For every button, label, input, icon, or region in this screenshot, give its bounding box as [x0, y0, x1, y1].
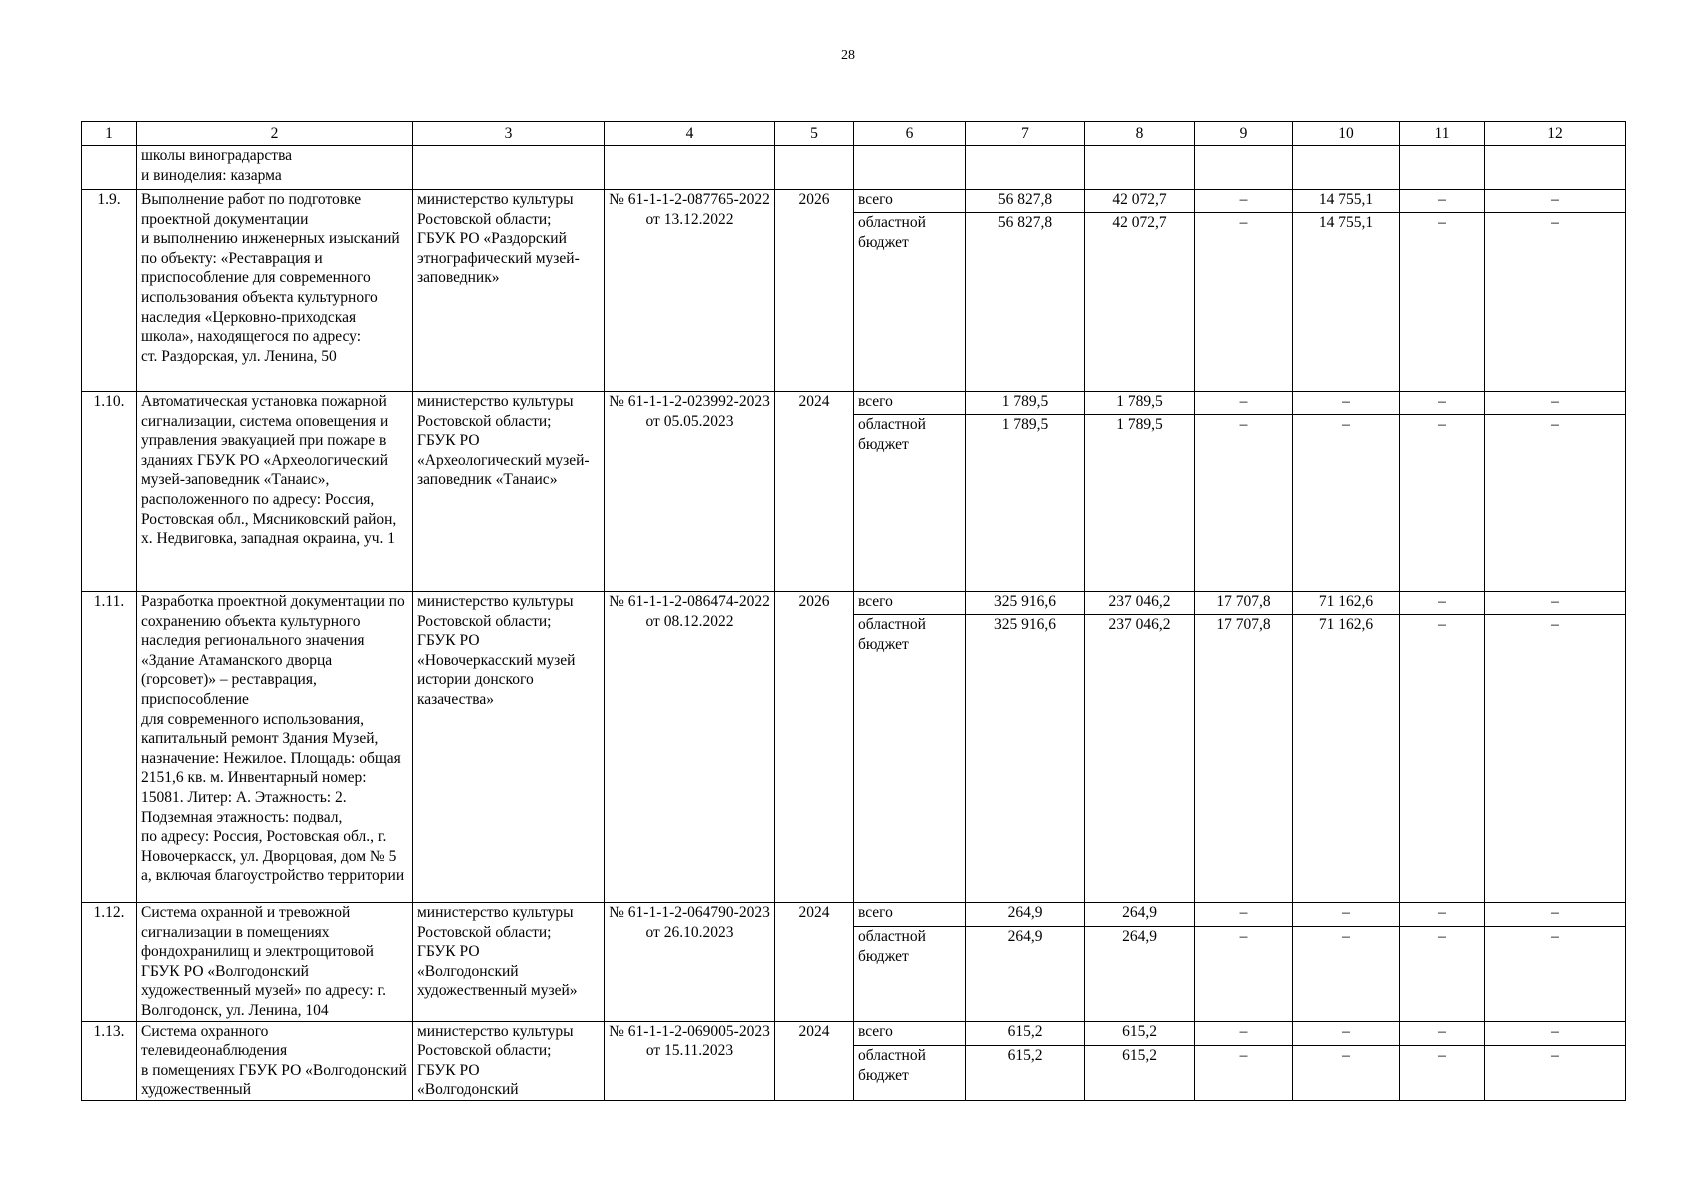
table-row: [82, 392, 1626, 415]
amount-cell: 325 916,6: [966, 615, 1085, 903]
table-row: [82, 1021, 1626, 1046]
item-year: 2026: [775, 592, 854, 903]
item-number: 1.12.: [82, 903, 137, 1022]
item-year: 2024: [775, 1021, 854, 1100]
amount-cell: –: [1485, 615, 1626, 903]
column-number: 9: [1195, 122, 1293, 146]
item-expertise: № 61-1-1-2-087765-2022 от 13.12.2022: [605, 190, 775, 392]
item-expertise: № 61-1-1-2-064790-2023 от 26.10.2023: [605, 903, 775, 1022]
funding-source-label: всего: [854, 1021, 966, 1046]
amount-cell: –: [1293, 927, 1400, 1021]
amount-cell: –: [1195, 415, 1293, 592]
funding-source-label: всего: [854, 190, 966, 213]
item-description: Система охранного телевидеонаблюдения в помещениях ГБУК РО «Волгодонский художественный: [137, 1021, 413, 1100]
item-number: 1.11.: [82, 592, 137, 903]
amount-cell: 264,9: [1085, 903, 1195, 927]
amount-cell: 17 707,8: [1195, 615, 1293, 903]
item-description: Разработка проектной документации по сохранению объекта культурного наследия регионального значения «Здание Атаманского дворца (горсовет)» – реставрация, приспособление для современного использования, капитальный ремонт Здания Музей, назначение: Нежилое. Площадь: общая 2151,6 кв. м. Инвентарный номер: 15081. Литер: А. Этажность: 2. Подземная этажность: подвал, по адресу: Россия, Ростовская обл., г. Новочеркасск, ул. Дворцовая, дом № 5 а, включая благоустройство территории: [137, 592, 413, 903]
amount-cell: 1 789,5: [1085, 392, 1195, 415]
column-number: 2: [137, 122, 413, 146]
amount-cell: –: [1400, 213, 1485, 392]
column-number: 12: [1485, 122, 1626, 146]
item-year: 2024: [775, 903, 854, 1022]
amount-cell: –: [1400, 392, 1485, 415]
amount-cell: –: [1195, 903, 1293, 927]
table-row: [82, 592, 1626, 615]
amount-cell: 615,2: [1085, 1021, 1195, 1046]
amount-cell: 237 046,2: [1085, 615, 1195, 903]
amount-cell: –: [1195, 190, 1293, 213]
program-table: [81, 121, 1626, 1101]
amount-cell: 71 162,6: [1293, 615, 1400, 903]
amount-cell: –: [1485, 190, 1626, 213]
continuation-description: школы виноградарства и виноделия: казарма: [137, 146, 413, 190]
amount-cell: –: [1485, 592, 1626, 615]
funding-source-label: всего: [854, 903, 966, 927]
item-expertise: № 61-1-1-2-023992-2023 от 05.05.2023: [605, 392, 775, 592]
funding-source-label: областной бюджет: [854, 927, 966, 1021]
amount-cell: 615,2: [966, 1021, 1085, 1046]
column-number: 3: [413, 122, 605, 146]
amount-cell: –: [1293, 415, 1400, 592]
amount-cell: –: [1293, 392, 1400, 415]
funding-source-label: всего: [854, 392, 966, 415]
amount-cell: –: [1485, 392, 1626, 415]
amount-cell: 615,2: [966, 1046, 1085, 1101]
amount-cell: –: [1195, 927, 1293, 1021]
amount-cell: –: [1485, 1021, 1626, 1046]
amount-cell: –: [1400, 927, 1485, 1021]
amount-cell: 42 072,7: [1085, 213, 1195, 392]
amount-cell: 237 046,2: [1085, 592, 1195, 615]
amount-cell: –: [1400, 615, 1485, 903]
table-row: [82, 903, 1626, 927]
amount-cell: 1 789,5: [1085, 415, 1195, 592]
amount-cell: –: [1485, 213, 1626, 392]
amount-cell: –: [1195, 213, 1293, 392]
continuation-row: [82, 146, 1626, 190]
item-executor: министерство культуры Ростовской области; ГБУК РО «Раздорский этнографический музей-заповедник»: [413, 190, 605, 392]
column-number: 10: [1293, 122, 1400, 146]
amount-cell: 264,9: [966, 927, 1085, 1021]
amount-cell: 615,2: [1085, 1046, 1195, 1101]
amount-cell: –: [1485, 1046, 1626, 1101]
item-number: 1.10.: [82, 392, 137, 592]
amount-cell: 264,9: [966, 903, 1085, 927]
amount-cell: –: [1400, 415, 1485, 592]
amount-cell: 71 162,6: [1293, 592, 1400, 615]
amount-cell: –: [1400, 190, 1485, 213]
item-description: Автоматическая установка пожарной сигнализации, система оповещения и управления эвакуацией при пожаре в зданиях ГБУК РО «Археологический музей-заповедник «Танаис», расположенного по адресу: Россия, Ростовская обл., Мясниковский район, х. Недвиговка, западная окраина, уч. 1: [137, 392, 413, 592]
amount-cell: 42 072,7: [1085, 190, 1195, 213]
amount-cell: 325 916,6: [966, 592, 1085, 615]
item-executor: министерство культуры Ростовской области; ГБУК РО «Новочеркасский музей истории донского казачества»: [413, 592, 605, 903]
item-expertise: № 61-1-1-2-086474-2022 от 08.12.2022: [605, 592, 775, 903]
amount-cell: –: [1400, 1046, 1485, 1101]
amount-cell: –: [1400, 592, 1485, 615]
amount-cell: 17 707,8: [1195, 592, 1293, 615]
amount-cell: –: [1195, 1021, 1293, 1046]
page-number: 28: [841, 48, 855, 63]
amount-cell: 1 789,5: [966, 415, 1085, 592]
amount-cell: 56 827,8: [966, 213, 1085, 392]
column-number-row: [82, 122, 1626, 146]
amount-cell: 56 827,8: [966, 190, 1085, 213]
amount-cell: –: [1293, 903, 1400, 927]
amount-cell: –: [1293, 1046, 1400, 1101]
amount-cell: 14 755,1: [1293, 213, 1400, 392]
column-number: 6: [854, 122, 966, 146]
column-number: 4: [605, 122, 775, 146]
amount-cell: –: [1485, 903, 1626, 927]
amount-cell: –: [1195, 392, 1293, 415]
item-description: Система охранной и тревожной сигнализации в помещениях фондохранилищ и электрощитовой ГБУК РО «Волгодонский художественный музей» по адресу: г. Волгодонск, ул. Ленина, 104: [137, 903, 413, 1022]
item-executor: министерство культуры Ростовской области; ГБУК РО «Волгодонский: [413, 1021, 605, 1100]
item-expertise: № 61-1-1-2-069005-2023 от 15.11.2023: [605, 1021, 775, 1100]
item-executor: министерство культуры Ростовской области; ГБУК РО «Волгодонский художественный музей»: [413, 903, 605, 1022]
column-number: 1: [82, 122, 137, 146]
amount-cell: 14 755,1: [1293, 190, 1400, 213]
item-number: 1.9.: [82, 190, 137, 392]
item-year: 2026: [775, 190, 854, 392]
table-row: [82, 190, 1626, 213]
amount-cell: –: [1485, 927, 1626, 1021]
column-number: 7: [966, 122, 1085, 146]
amount-cell: –: [1400, 903, 1485, 927]
amount-cell: 264,9: [1085, 927, 1195, 1021]
item-executor: министерство культуры Ростовской области; ГБУК РО «Археологический музей-заповедник «Танаис»: [413, 392, 605, 592]
column-number: 11: [1400, 122, 1485, 146]
amount-cell: –: [1400, 1021, 1485, 1046]
amount-cell: –: [1195, 1046, 1293, 1101]
funding-source-label: областной бюджет: [854, 1046, 966, 1101]
item-number: 1.13.: [82, 1021, 137, 1100]
amount-cell: –: [1485, 415, 1626, 592]
funding-source-label: областной бюджет: [854, 213, 966, 392]
column-number: 8: [1085, 122, 1195, 146]
funding-source-label: областной бюджет: [854, 615, 966, 903]
column-number: 5: [775, 122, 854, 146]
amount-cell: –: [1293, 1021, 1400, 1046]
item-description: Выполнение работ по подготовке проектной документации и выполнению инженерных изысканий по объекту: «Реставрация и приспособление для современного использования объекта культурного наследия «Церковно-приходская школа», находящегося по адресу: ст. Раздорская, ул. Ленина, 50: [137, 190, 413, 392]
item-year: 2024: [775, 392, 854, 592]
amount-cell: 1 789,5: [966, 392, 1085, 415]
funding-source-label: областной бюджет: [854, 415, 966, 592]
funding-source-label: всего: [854, 592, 966, 615]
